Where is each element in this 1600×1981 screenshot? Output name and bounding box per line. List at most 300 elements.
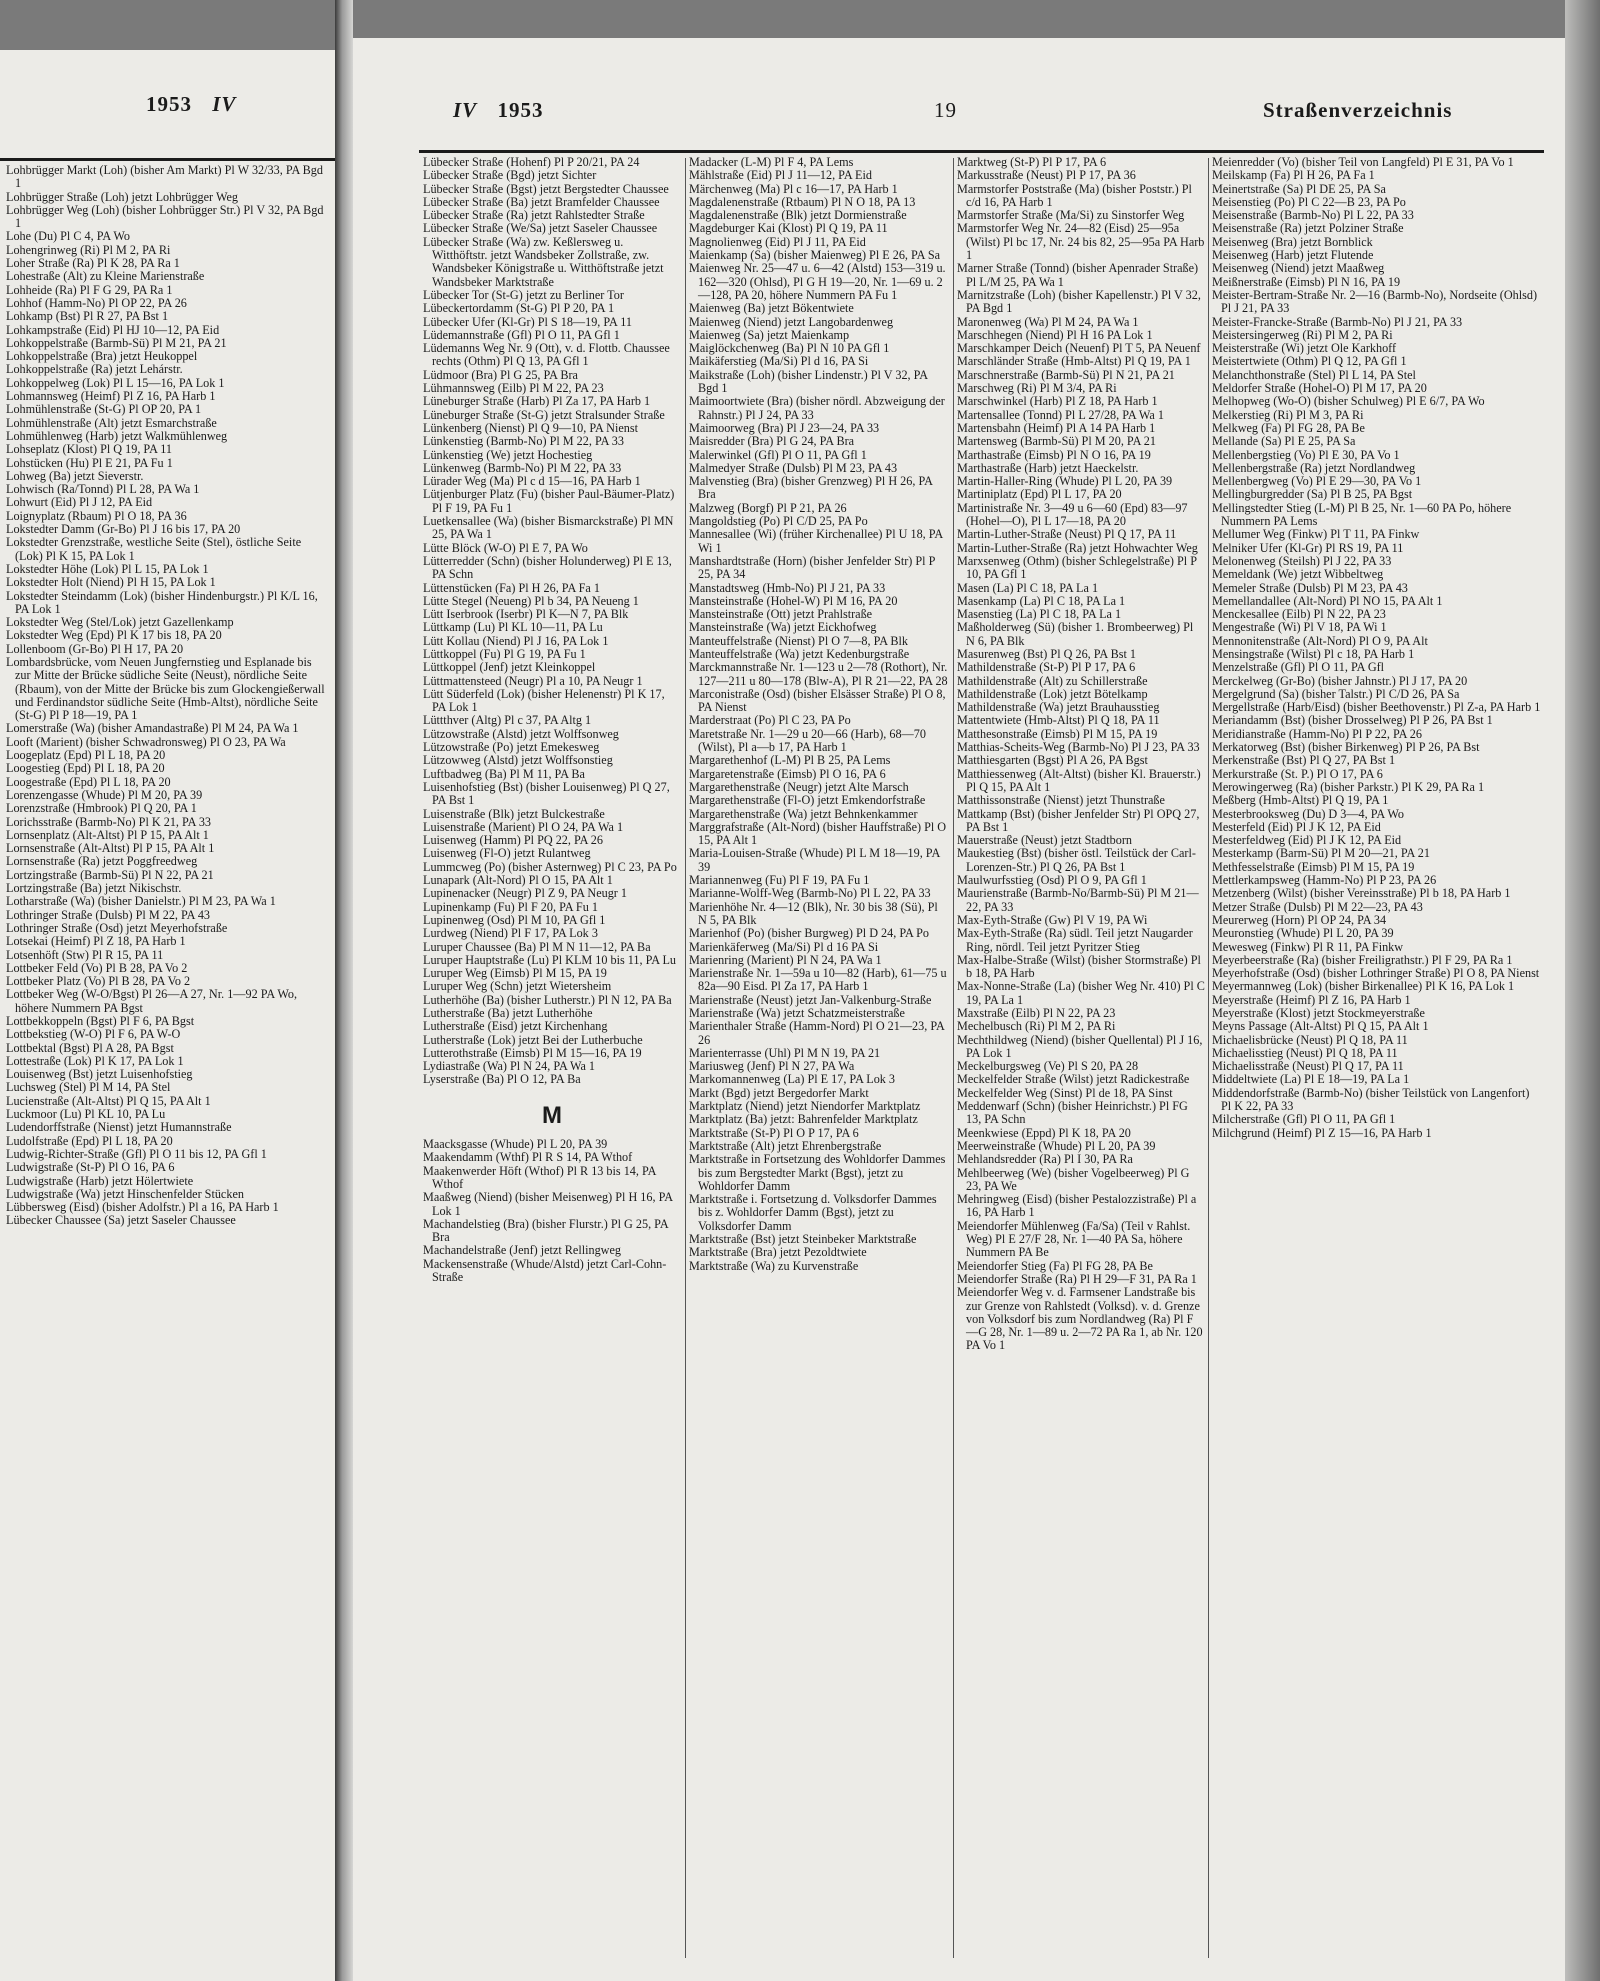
street-entry: Lohestraße (Alt) zu Kleine Marienstraße <box>6 269 205 284</box>
street-entry: Lokstedter Weg (Stel/Lok) jetzt Gazellenkamp <box>6 615 234 630</box>
street-entry: Malvenstieg (Bra) (bisher Grenzweg) Pl H 26, PA Bra <box>689 474 933 502</box>
street-entry: Lokstedter Steindamm (Lok) (bisher Hindenburgstr.) Pl K/L 16, PA Lok 1 <box>6 588 318 616</box>
street-entry: Lohbrügger Weg (Loh) (bisher Lohbrügger Str.) Pl V 32, PA Bgd 1 <box>6 202 324 231</box>
street-entry: Martiniplatz (Epd) Pl L 17, PA 20 <box>957 487 1122 502</box>
street-entry: Maienweg (Ba) jetzt Bökentwiete <box>689 301 854 316</box>
street-entry: Marschnerstraße (Barmb-Sü) Pl N 21, PA 21 <box>957 367 1175 382</box>
street-entry: Lyserstraße (Ba) Pl O 12, PA Ba <box>423 1072 581 1087</box>
street-entry: Maakenwerder Höft (Wthof) Pl R 13 bis 14, PA Wthof <box>423 1163 656 1191</box>
street-entry: Mensingstraße (Wilst) Pl c 18, PA Harb 1 <box>1212 646 1415 661</box>
street-entry: Lortzingstraße (Ba) jetzt Nikischstr. <box>6 881 182 896</box>
street-entry: Marktplatz (Niend) jetzt Niendorfer Marktplatz <box>689 1099 921 1114</box>
street-entry: Metzer Straße (Dulsb) Pl M 22—23, PA 43 <box>1212 899 1423 914</box>
right-column-3 <box>957 156 1205 1976</box>
street-entry: Lützowstraße (Alstd) jetzt Wolffsonweg <box>423 726 619 741</box>
street-entry: Lydiastraße (Wa) Pl N 24, PA Wa 1 <box>423 1059 596 1074</box>
street-entry: Mellenbergstraße (Ra) jetzt Nordlandweg <box>1212 460 1416 475</box>
street-entry: Lütt Kollau (Niend) Pl J 16, PA Lok 1 <box>423 633 609 648</box>
street-entry: Lokstedter Höhe (Lok) Pl L 15, PA Lok 1 <box>6 561 209 576</box>
street-entry: Lohengrinweg (Ri) Pl M 2, PA Ri <box>6 242 171 257</box>
street-entry: Lotsenhöft (Stw) Pl R 15, PA 11 <box>6 947 164 962</box>
street-entry: Lottbeker Feld (Vo) Pl B 28, PA Vo 2 <box>6 960 188 975</box>
street-entry: Marthastraße (Eimsb) Pl N O 16, PA 19 <box>957 447 1151 462</box>
street-entry: Maukestieg (Bst) (bisher östl. Teilstück der Carl-Lorenzen-Str.) Pl Q 26, PA Bst 1 <box>957 846 1196 874</box>
street-entry: Lomerstraße (Wa) (bisher Amandastraße) Pl M 24, PA Wa 1 <box>6 721 299 736</box>
street-entry: Lütte Stegel (Neueng) Pl b 34, PA Neueng 1 <box>423 593 639 608</box>
street-entry: Meddenwarf (Schn) (bisher Heinrichstr.) Pl FG 13, PA Schn <box>957 1099 1188 1127</box>
street-entry: Maacksgasse (Whude) Pl L 20, PA 39 <box>423 1137 608 1152</box>
street-entry: Mellenbergweg (Vo) Pl E 29—30, PA Vo 1 <box>1212 474 1422 489</box>
column-divider <box>953 158 954 1958</box>
street-entry: Middendorfstraße (Barmb-No) (bisher Teilstück von Langenfort) Pl K 22, PA 33 <box>1212 1085 1530 1114</box>
street-entry: Mehlandsredder (Ra) Pl I 30, PA Ra <box>957 1152 1133 1167</box>
street-entry: Lünkenstieg (We) jetzt Hochestieg <box>423 447 593 462</box>
street-entry: Meißnerstraße (Eimsb) Pl N 16, PA 19 <box>1212 274 1401 289</box>
street-entry: Maxstraße (Eilb) Pl N 22, PA 23 <box>957 1006 1116 1020</box>
street-entry: Lohmühlenstraße (St-G) Pl OP 20, PA 1 <box>6 402 202 417</box>
street-entry: Margarethenstraße (Fl-O) jetzt Emkendorfstraße <box>689 793 926 808</box>
street-entry: Maienkamp (Sa) (bisher Maienweg) Pl E 26, PA Sa <box>689 248 941 263</box>
street-entry: Lombardsbrücke, vom Neuen Jungfernstieg und Esplanade bis zur Mitte der Brücke südliche Seite (Neust), nördliche Seite (Rbaum), von der Mitte der Brücke bis zum Glockengießerwall und Ferdinandstor südliche Seite (Hmb-Altst), nördliche Seite (St-G) Pl P 18—19, PA 1 <box>6 654 325 723</box>
street-entry: Maiglöckchenweg (Ba) Pl N 10 PA Gfl 1 <box>689 341 890 356</box>
street-entry: Mattentwiete (Hmb-Altst) Pl Q 18, PA 11 <box>957 713 1160 728</box>
street-entry: Lokstedter Holt (Niend) Pl H 15, PA Lok 1 <box>6 575 216 590</box>
street-entry: Martensallee (Tonnd) Pl L 27/28, PA Wa 1 <box>957 407 1164 422</box>
scan-edge <box>1565 0 1600 1981</box>
street-entry: Loogestraße (Epd) Pl L 18, PA 20 <box>6 774 171 789</box>
street-entry: Meenkwiese (Eppd) Pl K 18, PA 20 <box>957 1125 1131 1140</box>
street-entry: Mattkamp (Bst) (bisher Jenfelder Str) Pl OPQ 27, PA Bst 1 <box>957 806 1200 834</box>
street-entry: Lokstedter Weg (Epd) Pl K 17 bis 18, PA 20 <box>6 628 222 643</box>
street-entry: Maienweg (Sa) jetzt Maienkamp <box>689 327 850 342</box>
street-entry: Mellingburgredder (Sa) Pl B 25, PA Bgst <box>1212 487 1413 502</box>
right-header-year: 1953 <box>497 98 544 122</box>
street-entry: Meiendorfer Stieg (Fa) Pl FG 28, PA Be <box>957 1258 1153 1273</box>
street-entry: Michaelisstieg (Neust) Pl Q 18, PA 11 <box>1212 1045 1398 1060</box>
street-entry: Michaelisstraße (Neust) Pl Q 17, PA 11 <box>1212 1059 1404 1074</box>
street-entry: Lüdemanns Weg Nr. 9 (Ott), v. d. Flottb. Chaussee rechts (Othm) Pl Q 13, PA Gfl 1 <box>423 341 670 369</box>
street-entry: Lohkampstraße (Eid) Pl HJ 10—12, PA Eid <box>6 322 220 337</box>
street-entry: Lottbekkoppeln (Bgst) Pl F 6, PA Bgst <box>6 1014 195 1028</box>
street-entry: Meurerweg (Horn) Pl OP 24, PA 34 <box>1212 912 1387 927</box>
street-entry: Meisterstraße (Wi) jetzt Ole Karkhoff <box>1212 341 1397 356</box>
street-entry: Meisenweg (Niend) jetzt Maaßweg <box>1212 261 1385 276</box>
street-entry: Marienthaler Straße (Hamm-Nord) Pl O 21—23, PA 26 <box>689 1019 945 1047</box>
right-page <box>353 38 1565 1981</box>
street-entry: Mathildenstraße (St-P) Pl P 17, PA 6 <box>957 660 1136 675</box>
street-entry: Meyerhofstraße (Osd) (bisher Lothringer Straße) Pl O 8, PA Nienst <box>1212 966 1540 981</box>
street-entry: Lohkamp (Bst) Pl R 27, PA Bst 1 <box>6 309 169 324</box>
street-entry: Mergellstraße (Harb/Eisd) (bisher Beethovenstr.) Pl Z-a, PA Harb 1 <box>1212 700 1541 715</box>
street-entry: Lutherstraße (Ba) jetzt Lutherhöhe <box>423 1006 593 1020</box>
street-entry: Marienkäferweg (Ma/Si) Pl d 16 PA Si <box>689 939 879 954</box>
street-entry: Mannesallee (Wi) (früher Kirchenallee) Pl U 18, PA Wi 1 <box>689 527 943 555</box>
street-entry: Manstadtsweg (Hmb-No) Pl J 21, PA 33 <box>689 580 886 595</box>
street-entry: Lotharstraße (Wa) (bisher Danielstr.) Pl M 23, PA Wa 1 <box>6 894 276 909</box>
street-entry: Meinertstraße (Sa) Pl DE 25, PA Sa <box>1212 181 1386 196</box>
street-entry: Lohbrügger Markt (Loh) (bisher Am Markt) Pl W 32/33, PA Bgd 1 <box>6 164 323 191</box>
street-entry: Menckesallee (Eilb) Pl N 22, PA 23 <box>1212 607 1386 622</box>
street-entry: Matthias-Scheits-Weg (Barmb-No) Pl J 23, PA 33 <box>957 740 1200 755</box>
page-number: 19 <box>934 98 957 122</box>
street-entry: Lübecker Straße (Bgd) jetzt Sichter <box>423 168 597 183</box>
street-entry: Metzenberg (Wilst) (bisher Vereinsstraße) Pl b 18, PA Harb 1 <box>1212 886 1511 901</box>
street-entry: Lürader Weg (Ma) Pl c d 15—16, PA Harb 1 <box>423 474 641 489</box>
street-entry: Meisenweg (Bra) jetzt Bornblick <box>1212 234 1373 249</box>
street-entry: Luisenstraße (Marient) Pl O 24, PA Wa 1 <box>423 819 624 834</box>
street-entry: Meisenstraße (Barmb-No) Pl L 22, PA 33 <box>1212 208 1414 223</box>
street-entry: Meistersingerweg (Ri) Pl M 2, PA Ri <box>1212 327 1393 342</box>
street-entry: Madacker (L-M) Pl F 4, PA Lems <box>689 156 854 169</box>
street-entry: Lützowweg (Alstd) jetzt Wolffsonstieg <box>423 753 613 768</box>
street-entry: Loogeplatz (Epd) Pl L 18, PA 20 <box>6 748 166 763</box>
street-entry: Maurienstraße (Barmb-No/Barmb-Sü) Pl M 21—22, PA 33 <box>957 886 1199 914</box>
street-entry: Marckmannstraße Nr. 1—123 u 2—78 (Rothort), Nr. 127—211 u 80—178 (Blw-A), Pl R 21—22, PA 28 <box>689 660 948 688</box>
street-entry: Machandelstraße (Jenf) jetzt Rellingweg <box>423 1243 621 1258</box>
street-entry: Max-Eyth-Straße (Gw) Pl V 19, PA Wi <box>957 912 1148 927</box>
street-entry: Lummcweg (Po) (bisher Asternweg) Pl C 23, PA Po <box>423 859 677 874</box>
street-entry: Max-Eyth-Straße (Ra) südl. Teil jetzt Naugarder Ring, nördl. Teil jetzt Pyritzer Stieg <box>957 926 1193 954</box>
street-entry: Mechelbusch (Ri) Pl M 2, PA Ri <box>957 1019 1116 1034</box>
street-entry: Max-Nonne-Straße (La) (bisher Weg Nr. 410) Pl C 19, PA La 1 <box>957 979 1205 1007</box>
street-entry: Lüttenstücken (Fa) Pl H 26, PA Fa 1 <box>423 580 600 595</box>
street-entry: Marienstraße (Wa) jetzt Schatzmeisterstraße <box>689 1006 905 1020</box>
street-entry: Mackensenstraße (Whude/Alstd) jetzt Carl-Cohn-Straße <box>423 1256 667 1285</box>
street-entry: Lützowstraße (Po) jetzt Emekesweg <box>423 740 600 755</box>
street-entry: Lohmühlenstraße (Alt) jetzt Esmarchstraße <box>6 415 217 430</box>
street-entry: Meisenweg (Harb) jetzt Flutende <box>1212 248 1374 263</box>
street-entry: Markusstraße (Neust) Pl P 17, PA 36 <box>957 168 1136 183</box>
street-entry: Lohmühlenweg (Harb) jetzt Walkmühlenweg <box>6 428 228 443</box>
street-entry: Marggrafstraße (Alt-Nord) (bisher Hauffstraße) Pl O 15, PA Alt 1 <box>689 819 947 848</box>
street-entry: Lutherstraße (Lok) jetzt Bei der Lutherbuche <box>423 1032 643 1047</box>
street-entry: Lorichsstraße (Barmb-No) Pl K 21, PA 33 <box>6 814 212 829</box>
street-entry: Lohheide (Ra) Pl F G 29, PA Ra 1 <box>6 282 173 297</box>
street-entry: Ludwigstraße (Wa) jetzt Hinschenfelder Stücken <box>6 1186 244 1201</box>
street-entry: Lupinenkamp (Fu) Pl F 20, PA Fu 1 <box>423 899 598 914</box>
street-entry: Louisenweg (Bst) jetzt Luisenhofstieg <box>6 1067 193 1082</box>
street-entry: Lohwisch (Ra/Tonnd) Pl L 28, PA Wa 1 <box>6 482 200 497</box>
street-entry: Ludendorffstraße (Nienst) jetzt Humannstraße <box>6 1120 232 1135</box>
street-entry: Marktstraße (Alt) jetzt Ehrenbergstraße <box>689 1138 882 1153</box>
street-entry: Margarethenstraße (Wa) jetzt Behnkenkammer <box>689 806 918 821</box>
street-entry: Matthissonstraße (Nienst) jetzt Thunstraße <box>957 793 1165 808</box>
street-entry: Milchgrund (Heimf) Pl Z 15—16, PA Harb 1 <box>1212 1125 1432 1140</box>
street-entry: Ludolfstraße (Epd) Pl L 18, PA 20 <box>6 1133 173 1148</box>
street-entry: Malmedyer Straße (Dulsb) Pl M 23, PA 43 <box>689 460 898 475</box>
street-entry: Lohkoppelstraße (Bra) jetzt Heukoppel <box>6 349 198 364</box>
street-entry: Maikäferstieg (Ma/Si) Pl d 16, PA Si <box>689 354 869 369</box>
street-entry: Melanchthonstraße (Stel) Pl L 14, PA Stel <box>1212 367 1416 382</box>
street-entry: Mauerstraße (Neust) jetzt Stadtborn <box>957 833 1132 848</box>
street-entry: Lüttkoppel (Jenf) jetzt Kleinkoppel <box>423 660 596 675</box>
street-entry: Mennonitenstraße (Alt-Nord) Pl O 9, PA Alt <box>1212 633 1428 648</box>
street-entry: Maikstraße (Loh) (bisher Lindenstr.) Pl V 32, PA Bgd 1 <box>689 367 928 396</box>
street-entry: Lohkoppelstraße (Barmb-Sü) Pl M 21, PA 21 <box>6 335 227 350</box>
street-entry: Martensweg (Barmb-Sü) Pl M 20, PA 21 <box>957 434 1156 449</box>
left-page <box>0 50 335 1981</box>
street-entry: Marktstraße in Fortsetzung des Wohldorfer Dammes bis zum Bergstedter Markt (Bgst), jetzt zu Wohldorfer Damm <box>689 1152 946 1193</box>
street-entry: Matthiessenweg (Alt-Altst) (bisher Kl. Brauerstr.) Pl Q 15, PA Alt 1 <box>957 766 1201 794</box>
street-entry: Marienhof (Po) (bisher Burgweg) Pl D 24, PA Po <box>689 926 930 941</box>
street-entry: Meisenstieg (Po) Pl C 22—B 23, PA Po <box>1212 194 1406 209</box>
street-entry: Luruper Hauptstraße (Lu) Pl KLM 10 bis 11, PA Lu <box>423 952 676 967</box>
street-entry: Masurenweg (Bst) Pl Q 26, PA Bst 1 <box>957 646 1136 661</box>
street-entry: Meckelfelder Straße (Wilst) jetzt Radickestraße <box>957 1072 1190 1087</box>
street-entry: Lütt Iserbrook (Iserbr) Pl K—N 7, PA Blk <box>423 607 629 622</box>
street-entry: Lütjenburger Platz (Fu) (bisher Paul-Bäumer-Platz) Pl F 19, PA Fu 1 <box>423 487 675 515</box>
street-entry: Matthiesgarten (Bgst) Pl A 26, PA Bgst <box>957 753 1148 768</box>
street-entry: Maienweg (Niend) jetzt Langobardenweg <box>689 314 894 329</box>
street-entry: Lupinenweg (Osd) Pl M 10, PA Gfl 1 <box>423 912 606 927</box>
street-entry: Lohstücken (Hu) Pl E 21, PA Fu 1 <box>6 455 173 470</box>
street-entry: Margarethenstraße (Neugr) jetzt Alte Marsch <box>689 779 909 794</box>
street-entry: Marderstraat (Po) Pl C 23, PA Po <box>689 713 851 728</box>
street-entry: Lorenzstraße (Hmbrook) Pl Q 20, PA 1 <box>6 801 197 816</box>
street-entry: Marienring (Marient) Pl N 24, PA Wa 1 <box>689 952 882 967</box>
street-entry: Loignyplatz (Rbaum) Pl O 18, PA 36 <box>6 508 187 523</box>
street-entry: Mariannenweg (Fu) Pl F 19, PA Fu 1 <box>689 873 870 888</box>
street-entry: Marienstraße (Neust) jetzt Jan-Valkenburg-Straße <box>689 992 932 1007</box>
street-entry: Matthesonstraße (Eimsb) Pl M 15, PA 19 <box>957 726 1158 741</box>
street-entry: Loher Straße (Ra) Pl K 28, PA Ra 1 <box>6 256 180 271</box>
street-entry: Lohseplatz (Klost) Pl Q 19, PA 11 <box>6 442 172 457</box>
street-entry: Lorenzengasse (Whude) Pl M 20, PA 39 <box>6 787 203 802</box>
street-entry: Melonenweg (Steilsh) Pl J 22, PA 33 <box>1212 553 1392 568</box>
street-entry: Mathildenstraße (Wa) jetzt Brauhausstieg <box>957 700 1160 715</box>
street-entry: Meyerstraße (Heimf) Pl Z 16, PA Harb 1 <box>1212 992 1411 1007</box>
street-entry: Lornsenstraße (Alt-Altst) Pl P 15, PA Alt 1 <box>6 841 215 856</box>
street-entry: Meyermannweg (Lok) (bisher Birkenallee) Pl K 16, PA Lok 1 <box>1212 979 1515 994</box>
street-entry: Masenkamp (La) Pl C 18, PA La 1 <box>957 593 1126 608</box>
street-entry: Meyerstraße (Klost) jetzt Stockmeyerstraße <box>1212 1006 1425 1020</box>
street-entry: Lübecker Chaussee (Sa) jetzt Saseler Chaussee <box>6 1213 236 1228</box>
left-column <box>6 164 328 1979</box>
street-entry: Lohbrügger Straße (Loh) jetzt Lohbrügger Weg <box>6 189 238 204</box>
street-entry: Lüttkamp (Lu) Pl KL 10—11, PA Lu <box>423 620 603 635</box>
street-entry: Memellandallee (Alt-Nord) Pl NO 15, PA Alt 1 <box>1212 593 1443 608</box>
street-entry: Lühmannsweg (Eilb) Pl M 22, PA 23 <box>423 381 604 396</box>
street-entry: Marktstraße (St-P) Pl O P 17, PA 6 <box>689 1125 859 1140</box>
street-entry: Meienredder (Vo) (bisher Teil von Langfeld) Pl E 31, PA Vo 1 <box>1212 156 1514 169</box>
street-entry: Mellingstedter Stieg (L-M) Pl B 25, Nr. 1—60 PA Po, höhere Nummern PA Lems <box>1212 500 1512 529</box>
street-entry: Marktstraße (Wa) zu Kurvenstraße <box>689 1258 859 1273</box>
section-title: Straßenverzeichnis <box>1263 98 1453 122</box>
street-entry: Luruper Chaussee (Ba) Pl M N 11—12, PA Ba <box>423 939 651 954</box>
street-entry: Melkweg (Fa) Pl FG 28, PA Be <box>1212 420 1365 435</box>
street-entry: Luftbadweg (Ba) Pl M 11, PA Ba <box>423 766 585 781</box>
street-entry: Lüttkoppel (Fu) Pl G 19, PA Fu 1 <box>423 646 586 661</box>
street-entry: Marktstraße i. Fortsetzung d. Volksdorfer Dammes bis z. Wohldorfer Damm (Bgst), jetzt zu Volksdorfer Damm <box>689 1192 937 1233</box>
street-entry: Mewesweg (Finkw) Pl R 11, PA Finkw <box>1212 939 1404 954</box>
street-entry: Lurdweg (Niend) Pl F 17, PA Lok 3 <box>423 926 598 941</box>
street-entry: Lohkoppelstraße (Ra) jetzt Lehárstr. <box>6 362 183 377</box>
street-entry: Mesterfeld (Eid) Pl J K 12, PA Eid <box>1212 819 1381 834</box>
street-entry: Meßberg (Hmb-Altst) Pl Q 19, PA 1 <box>1212 793 1389 808</box>
street-entry: Mathildenstraße (Lok) jetzt Bötelkamp <box>957 686 1148 701</box>
right-column-2 <box>689 156 949 1976</box>
street-entry: Melniker Ufer (Kl-Gr) Pl RS 19, PA 11 <box>1212 540 1404 555</box>
street-entry: Marconistraße (Osd) (bisher Elsässer Straße) Pl O 8, PA Nienst <box>689 686 946 715</box>
street-entry: Mansteinstraße (Wa) jetzt Eickhofweg <box>689 620 877 635</box>
street-entry: Lutterothstraße (Eimsb) Pl M 15—16, PA 19 <box>423 1045 642 1060</box>
street-entry: Luisenweg (Hamm) Pl PQ 22, PA 26 <box>423 833 603 848</box>
section-letter-heading: M <box>542 1101 562 1129</box>
street-entry: Luetkensallee (Wa) (bisher Bismarckstraße) Pl MN 25, PA Wa 1 <box>423 514 674 542</box>
street-entry: Melhopweg (Wo-O) (bisher Schulweg) Pl E 6/7, PA Wo <box>1212 394 1485 409</box>
street-entry: Lüneburger Straße (Harb) Pl Za 17, PA Harb 1 <box>423 394 651 409</box>
street-entry: Meridianstraße (Hamm-No) Pl P 22, PA 26 <box>1212 726 1422 741</box>
street-entry: Marienterrasse (Uhl) Pl M N 19, PA 21 <box>689 1045 881 1060</box>
street-entry: Memeler Straße (Dulsb) Pl M 23, PA 43 <box>1212 580 1408 595</box>
street-entry: Maria-Louisen-Straße (Whude) Pl L M 18—19, PA 39 <box>689 846 940 874</box>
street-entry: Lohmannsweg (Heimf) Pl Z 16, PA Harb 1 <box>6 389 216 404</box>
street-entry: Marschwinkel (Harb) Pl Z 18, PA Harb 1 <box>957 394 1158 409</box>
street-entry: Merckelweg (Gr-Bo) (bisher Jahnstr.) Pl J 17, PA 20 <box>1212 673 1468 688</box>
street-entry: Masenstieg (La) Pl C 18, PA La 1 <box>957 607 1122 622</box>
street-entry: Lübecker Ufer (Kl-Gr) Pl S 18—19, PA 11 <box>423 314 632 329</box>
street-entry: Lüttmattensteed (Neugr) Pl a 10, PA Neugr 1 <box>423 673 643 688</box>
street-entry: Lohweg (Ba) jetzt Sieverstr. <box>6 468 144 483</box>
street-entry: Mettlerkampsweg (Hamm-No) Pl P 23, PA 26 <box>1212 873 1437 888</box>
street-entry: Maulwurfsstieg (Osd) Pl O 9, PA Gfl 1 <box>957 873 1147 888</box>
street-entry: Lotsekai (Heimf) Pl Z 18, PA Harb 1 <box>6 934 186 949</box>
street-entry: Milcherstraße (Gfl) Pl O 11, PA Gfl 1 <box>1212 1112 1396 1127</box>
street-entry: Lupinenacker (Neugr) Pl Z 9, PA Neugr 1 <box>423 886 627 901</box>
street-entry: Magdalenenstraße (Blk) jetzt Dormienstraße <box>689 208 907 223</box>
street-entry: Marktstraße (Bra) jetzt Pezoldtwiete <box>689 1245 867 1260</box>
street-entry: Margaretenstraße (Eimsb) Pl O 16, PA 6 <box>689 766 886 781</box>
street-entry: Lübecker Straße (We/Sa) jetzt Saseler Chaussee <box>423 221 658 236</box>
right-header-rule <box>419 150 1544 153</box>
street-entry: Marktweg (St-P) Pl P 17, PA 6 <box>957 156 1107 169</box>
street-entry: Lothringer Straße (Osd) jetzt Meyerhofstraße <box>6 920 228 935</box>
street-entry: Luisenstraße (Blk) jetzt Bulckestraße <box>423 806 605 821</box>
street-entry: Lollenboom (Gr-Bo) Pl H 17, PA 20 <box>6 641 184 656</box>
street-entry: Maßholderweg (Sü) (bisher 1. Brombeerweg) Pl N 6, PA Blk <box>957 620 1194 648</box>
street-entry: Lohwurt (Eid) Pl J 12, PA Eid <box>6 495 153 510</box>
street-entry: Mellenbergstieg (Vo) Pl E 30, PA Vo 1 <box>1212 447 1400 462</box>
street-entry: Maaßweg (Niend) (bisher Meisenweg) Pl H 16, PA Lok 1 <box>423 1190 673 1218</box>
street-entry: Meerweinstraße (Whude) Pl L 20, PA 39 <box>957 1138 1156 1153</box>
street-entry: Marnitzstraße (Loh) (bisher Kapellenstr.) Pl V 32, PA Bgd 1 <box>957 287 1201 316</box>
street-entry: Looft (Marient) (bisher Schwadronsweg) Pl O 23, PA Wa <box>6 734 286 749</box>
street-entry: Maretstraße Nr. 1—29 u 20—66 (Harb), 68—70 (Wilst), Pl a—b 17, PA Harb 1 <box>689 726 926 755</box>
street-entry: Lornsenstraße (Ra) jetzt Poggfreedweg <box>6 854 198 869</box>
street-entry: Marthastraße (Harb) jetzt Haeckelstr. <box>957 460 1139 475</box>
street-entry: Lüneburger Straße (St-G) jetzt Stralsunder Straße <box>423 407 665 422</box>
street-entry: Manshardtstraße (Horn) (bisher Jenfelder Str) Pl P 25, PA 34 <box>689 553 935 582</box>
street-entry: Mariusweg (Jenf) Pl N 27, PA Wa <box>689 1059 855 1074</box>
street-entry: Lübecker Straße (Bgst) jetzt Bergstedter Chaussee <box>423 181 669 196</box>
street-entry: Mengestraße (Wi) Pl V 18, PA Wi 1 <box>1212 620 1387 635</box>
street-entry: Marxsenweg (Othm) (bisher Schlegelstraße) Pl P 10, PA Gfl 1 <box>957 553 1197 582</box>
street-entry: Martin-Luther-Straße (Neust) Pl Q 17, PA 11 <box>957 527 1177 542</box>
street-entry: Luruper Weg (Eimsb) Pl M 15, PA 19 <box>423 966 607 981</box>
left-header-year: 1953 <box>146 92 192 116</box>
street-entry: Maimoorweg (Bra) Pl J 23—24, PA 33 <box>689 420 880 435</box>
street-entry: Marmstorfer Poststraße (Ma) (bisher Poststr.) Pl c/d 16, PA Harb 1 <box>957 181 1192 209</box>
street-entry: Magdeburger Kai (Klost) Pl Q 19, PA 11 <box>689 221 888 236</box>
street-entry: Lohe (Du) Pl C 4, PA Wo <box>6 229 130 244</box>
street-entry: Marschkamper Deich (Neuenf) Pl T 5, PA Neuenf <box>957 341 1201 356</box>
street-entry: Lucienstraße (Alt-Altst) Pl Q 15, PA Alt 1 <box>6 1093 211 1108</box>
street-entry: Merowingerweg (Ra) (bisher Parkstr.) Pl K 29, PA Ra 1 <box>1212 779 1485 794</box>
column-divider <box>1208 158 1209 1958</box>
street-entry: Malerwinkel (Gfl) Pl O 11, PA Gfl 1 <box>689 447 867 462</box>
street-entry: Mellande (Sa) Pl E 25, PA Sa <box>1212 434 1356 449</box>
street-entry: Lottestraße (Lok) Pl K 17, PA Lok 1 <box>6 1053 184 1068</box>
street-entry: Middeltwiete (La) Pl E 18—19, PA La 1 <box>1212 1072 1410 1087</box>
street-entry: Manteuffelstraße (Wa) jetzt Kedenburgstraße <box>689 646 910 661</box>
street-entry: Michaelisbrücke (Neust) Pl Q 18, PA 11 <box>1212 1032 1408 1047</box>
left-header-rule <box>0 158 335 161</box>
street-entry: Lutherhöhe (Ba) (bisher Lutherstr.) Pl N 12, PA Ba <box>423 992 672 1007</box>
street-entry: Mählstraße (Eid) Pl J 11—12, PA Eid <box>689 168 872 183</box>
street-entry: Lunapark (Alt-Nord) Pl O 15, PA Alt 1 <box>423 873 613 888</box>
street-entry: Maimoortwiete (Bra) (bisher nördl. Abzweigung der Rahnstr.) Pl J 24, PA 33 <box>689 394 945 422</box>
street-entry: Lütte Blöck (W-O) Pl E 7, PA Wo <box>423 540 588 555</box>
street-entry: Lokstedter Damm (Gr-Bo) Pl J 16 bis 17, PA 20 <box>6 522 241 537</box>
street-entry: Meckelburgsweg (Ve) Pl S 20, PA 28 <box>957 1059 1139 1074</box>
street-entry: Meiendorfer Mühlenweg (Fa/Sa) (Teil v Rahlst. Weg) Pl E 27/F 28, Nr. 1—40 PA Sa, höhere Nummern PA Be <box>957 1218 1191 1260</box>
left-header-volume: IV <box>212 92 237 116</box>
street-entry: Lottbeker Weg (W-O/Bgst) Pl 26—A 27, Nr. 1—92 PA Wo, höhere Nummern PA Bgst <box>6 987 297 1015</box>
street-entry: Meistertwiete (Othm) Pl Q 12, PA Gfl 1 <box>1212 354 1407 369</box>
street-entry: Luisenweg (Fl-O) jetzt Rulantweg <box>423 846 591 861</box>
street-entry: Marmstorfer Straße (Ma/Si) zu Sinstorfer Weg <box>957 208 1185 223</box>
right-column-1 <box>423 156 681 1976</box>
street-entry: Lünkenweg (Barmb-No) Pl M 22, PA 33 <box>423 460 622 475</box>
street-entry: Luchsweg (Stel) Pl M 14, PA Stel <box>6 1080 171 1095</box>
street-entry: Mesterfeldweg (Eid) Pl J K 12, PA Eid <box>1212 833 1402 848</box>
street-entry: Lohkoppelweg (Lok) Pl L 15—16, PA Lok 1 <box>6 375 225 390</box>
street-entry: Lortzingstraße (Barmb-Sü) Pl N 22, PA 21 <box>6 867 214 882</box>
street-entry: Markomannenweg (La) Pl E 17, PA Lok 3 <box>689 1072 896 1087</box>
street-entry: Marschländer Straße (Hmb-Altst) Pl Q 19, PA 1 <box>957 354 1191 369</box>
street-entry: Mansteinstraße (Hohel-W) Pl M 16, PA 20 <box>689 593 898 608</box>
street-entry: Marschhegen (Niend) Pl H 16 PA Lok 1 <box>957 327 1153 342</box>
street-entry: Mangoldstieg (Po) Pl C/D 25, PA Po <box>689 514 868 529</box>
street-entry: Lübecker Straße (Ba) jetzt Bramfelder Chaussee <box>423 194 660 209</box>
street-entry: Lütt Süderfeld (Lok) (bisher Helenenstr) Pl K 17, PA Lok 1 <box>423 686 665 715</box>
column-divider <box>685 158 686 1958</box>
street-entry: Meisenstraße (Ra) jetzt Polziner Straße <box>1212 221 1404 236</box>
street-entry: Margarethenhof (L-M) Pl B 25, PA Lems <box>689 753 891 768</box>
street-entry: Mesterbrooksweg (Du) D 3—4, PA Wo <box>1212 806 1404 821</box>
street-entry: Menzelstraße (Gfl) Pl O 11, PA Gfl <box>1212 660 1385 675</box>
street-entry: Memeldank (We) jetzt Wibbeltweg <box>1212 567 1384 582</box>
street-entry: Loogestieg (Epd) Pl L 18, PA 20 <box>6 761 165 776</box>
street-entry: Mesterkamp (Barm-Sü) Pl M 20—21, PA 21 <box>1212 846 1430 861</box>
street-entry: Meyns Passage (Alt-Altst) Pl Q 15, PA Alt 1 <box>1212 1019 1429 1034</box>
street-entry: Martin-Luther-Straße (Ra) jetzt Hohwachter Weg <box>957 540 1198 555</box>
street-entry: Lokstedter Grenzstraße, westliche Seite (Stel), östliche Seite (Lok) Pl K 15, PA Lok 1 <box>6 535 302 563</box>
street-entry: Maienweg Nr. 25—47 u. 6—42 (Alstd) 153—319 u. 162—320 (Ohlsd), Pl G H 19—20, Nr. 1—69 u. 2—128, PA 20, höhere Nummern PA Fu 1 <box>689 261 946 302</box>
street-entry: Melkerstieg (Ri) Pl M 3, PA Ri <box>1212 407 1364 422</box>
street-entry: Meiendorfer Weg v. d. Farmsener Landstraße bis zur Grenze von Rahlstedt (Volksd). v. d. Grenze von Volksdorf bis zum Nordlandweg (Ra) Pl F—G 28, Nr. 1—89 u. 2—72 PA Ra 1, ab Nr. 120 PA Vo 1 <box>957 1285 1203 1353</box>
street-entry: Martensbahn (Heimf) Pl A 14 PA Harb 1 <box>957 420 1156 435</box>
street-entry: Ludwig-Richter-Straße (Gfl) Pl O 11 bis 12, PA Gfl 1 <box>6 1146 267 1161</box>
street-entry: Mergelgrund (Sa) (bisher Talstr.) Pl C/D 26, PA Sa <box>1212 686 1460 701</box>
street-entry: Marienstraße Nr. 1—59a u 10—82 (Harb), 61—75 u 82a—90 Eisd. Pl Za 17, PA Harb 1 <box>689 966 947 994</box>
street-entry: Luruper Weg (Schn) jetzt Wietersheim <box>423 979 612 994</box>
street-entry: Lübecker Straße (Hohenf) Pl P 20/21, PA 24 <box>423 156 640 169</box>
street-entry: Lottbekstieg (W-O) Pl F 6, PA W-O <box>6 1027 181 1042</box>
street-entry: Meilskamp (Fa) Pl H 26, PA Fa 1 <box>1212 168 1375 183</box>
street-entry: Meuronstieg (Whude) Pl L 20, PA 39 <box>1212 926 1394 941</box>
street-entry: Lottbektal (Bgst) Pl A 28, PA Bgst <box>6 1040 174 1055</box>
